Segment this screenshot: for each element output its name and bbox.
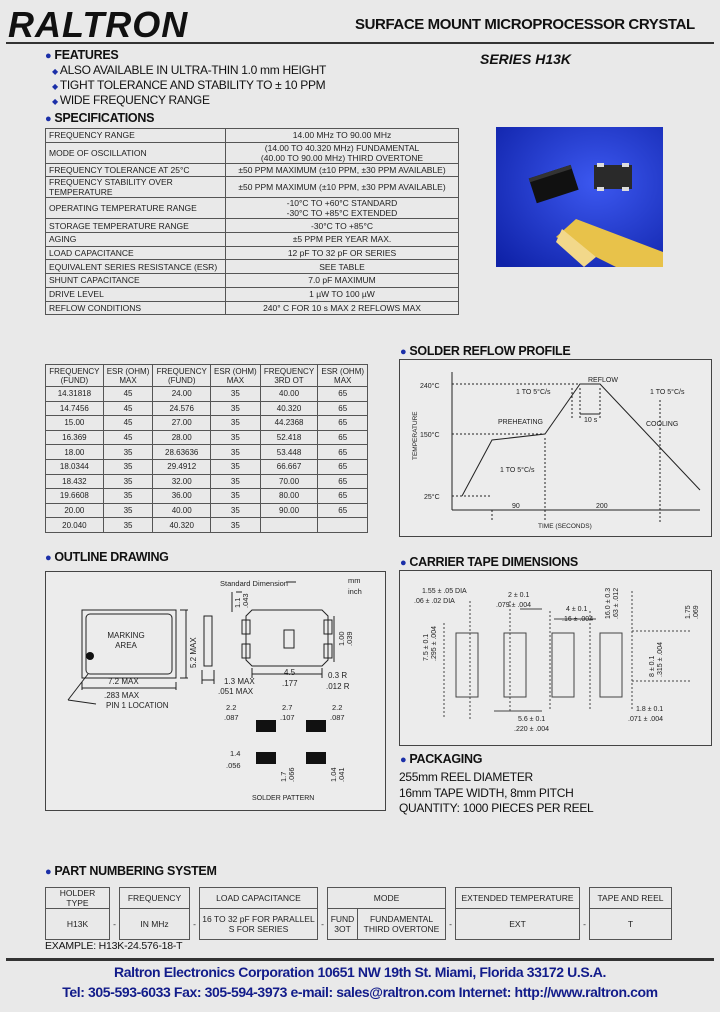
pn-value-load: 16 TO 32 pF FOR PARALLEL S FOR SERIES: [200, 909, 318, 940]
esr-cell: 18.432: [46, 474, 104, 489]
crystal-photo-illustration: [496, 127, 663, 267]
esr-row: [46, 518, 368, 533]
esr-row: [46, 445, 368, 460]
features-heading: ● FEATURES: [45, 48, 119, 62]
spec-value: 12 pF TO 32 pF OR SERIES: [226, 246, 459, 260]
temp-150-label: 150°C: [420, 432, 440, 439]
pn-dash: -: [193, 919, 196, 929]
bullet-icon: ●: [45, 552, 52, 564]
esr-header-row: [46, 365, 368, 387]
esr-cell: 14.31818: [46, 387, 104, 402]
esr-header-cell: ESR (OHM) MAX: [103, 365, 153, 387]
pocket-depth-inch: .071 ± .004: [628, 716, 663, 723]
esr-cell: 40.320: [153, 518, 211, 533]
spec-row: [46, 246, 459, 260]
packaging-line: 16mm TAPE WIDTH, 8mm PITCH: [399, 786, 574, 800]
standard-dimension-label: Standard Dimension: [220, 579, 288, 588]
pocket-width-mm: 5.6 ± 0.1: [518, 716, 546, 723]
part-number-example: EXAMPLE: H13K-24.576-18-T: [45, 940, 183, 952]
spec-value: -30°C TO +85°C: [226, 219, 459, 233]
solder-dim-27-mm: 2.7: [282, 703, 293, 712]
time-200-label: 200: [596, 503, 608, 510]
pocket-width-inch: .220 ± .004: [514, 726, 549, 733]
esr-cell: 29.4912: [153, 459, 211, 474]
pocket-length-mm: 8 ± 0.1: [649, 655, 656, 677]
esr-cell: 45: [103, 387, 153, 402]
cooling-label: COOLING: [646, 421, 679, 428]
diamond-bullet-icon: ◆: [52, 82, 58, 91]
pocket-pitch-inch: .16 ± .004: [562, 616, 594, 623]
esr-cell: 35: [103, 445, 153, 460]
y-axis-label: TEMPERATURE: [412, 411, 419, 460]
solder-dim-17-mm: 1.7: [279, 771, 288, 782]
sprocket-dia-mm: 1.55 ± .05 DIA: [422, 588, 467, 595]
pn-header-mode: MODE: [328, 888, 446, 909]
thickness-mm-label: 1.3 MAX: [224, 677, 255, 686]
rate-label-2: 1 TO 5°C/s: [650, 389, 685, 396]
esr-cell: 35: [103, 459, 153, 474]
pad-gap-mm-label: 1.00: [337, 631, 346, 646]
pad-height-inch-label: .043: [241, 593, 250, 608]
sprocket-dia-inch: .06 ± .02 DIA: [414, 598, 455, 605]
hole-pitch-mm: 2 ± 0.1: [508, 592, 530, 599]
product-photo: [496, 127, 663, 267]
solder-dim-27-inch: .107: [280, 713, 295, 722]
thickness-inch-label: .051 MAX: [218, 687, 254, 696]
spec-row: [46, 287, 459, 301]
pn-value-mode-code: FUND 3OT: [328, 909, 358, 940]
spec-row: [46, 301, 459, 315]
solder-pattern: [256, 720, 326, 764]
esr-cell: 35: [211, 518, 261, 533]
esr-cell: 65: [318, 445, 368, 460]
esr-header-cell: ESR (OHM) MAX: [211, 365, 261, 387]
time-90-label: 90: [512, 503, 520, 510]
footer-rule: [6, 958, 714, 961]
spec-value: ±50 PPM MAXIMUM (±10 PPM, ±30 PPM AVAILABLE): [226, 163, 459, 177]
esr-cell: [318, 518, 368, 533]
spec-param: EQUIVALENT SERIES RESISTANCE (ESR): [46, 260, 226, 274]
feature-item: ◆ ALSO AVAILABLE IN ULTRA-THIN 1.0 mm HEIGHT: [52, 63, 326, 77]
pn-header-holder: HOLDER TYPE: [46, 888, 110, 909]
radius-mm-label: 0.3 R: [328, 671, 348, 680]
esr-row: [46, 401, 368, 416]
preheating-label: PREHEATING: [498, 419, 543, 426]
esr-cell: 40.00: [260, 387, 318, 402]
packaging-heading: ● PACKAGING: [400, 752, 483, 766]
bullet-icon: ●: [45, 113, 52, 125]
x-axis-label: TIME (SECONDS): [538, 523, 592, 530]
spec-value: -10°C TO +60°C STANDARD -30°C TO +85°C EXTENDED: [226, 198, 459, 219]
pn-value-frequency: IN MHz: [120, 909, 190, 940]
spec-row: [46, 274, 459, 288]
esr-cell: 40.00: [153, 503, 211, 518]
pocket-depth-mm: 1.8 ± 0.1: [636, 706, 664, 713]
esr-cell: 19.6608: [46, 489, 104, 504]
diamond-bullet-icon: ◆: [52, 97, 58, 106]
spec-row: [46, 198, 459, 219]
esr-cell: 20.040: [46, 518, 104, 533]
esr-cell: 28.63636: [153, 445, 211, 460]
tape-width-mm: 16.0 ± 0.3: [605, 587, 612, 619]
outline-drawing-svg: [46, 572, 385, 810]
feature-item: ◆ TIGHT TOLERANCE AND STABILITY TO ± 10 PPM: [52, 78, 326, 92]
esr-row: [46, 474, 368, 489]
pn-value-tape: T: [590, 909, 672, 940]
spec-value: ±5 PPM PER YEAR MAX.: [226, 233, 459, 247]
spec-value: 1 µW TO 100 µW: [226, 287, 459, 301]
reflow-profile-diagram: [399, 359, 712, 537]
pn-value-holder: H13K: [46, 909, 110, 940]
esr-cell: 35: [211, 474, 261, 489]
esr-cell: 28.00: [153, 430, 211, 445]
solder-dim-14-inch: .056: [226, 761, 241, 770]
esr-cell: 80.00: [260, 489, 318, 504]
esr-cell: 24.00: [153, 387, 211, 402]
outline-drawing: [45, 571, 386, 811]
esr-header-cell: FREQUENCY 3RD OT: [260, 365, 318, 387]
solder-pattern-label: SOLDER PATTERN: [252, 795, 315, 802]
spec-param: OPERATING TEMPERATURE RANGE: [46, 198, 226, 219]
esr-cell: 65: [318, 489, 368, 504]
esr-cell: 20.00: [46, 503, 104, 518]
esr-cell: 15.00: [46, 416, 104, 431]
solder-dim-22b-mm: 2.2: [332, 703, 343, 712]
solder-dim-104-inch: .041: [337, 767, 346, 782]
rate-label-3: 1 TO 5°C/s: [500, 467, 535, 474]
esr-cell: 65: [318, 430, 368, 445]
outline-heading: ● OUTLINE DRAWING: [45, 550, 169, 564]
pn-header-load: LOAD CAPACITANCE: [200, 888, 318, 909]
esr-cell: 66.667: [260, 459, 318, 474]
radius-inch-label: .012 R: [326, 682, 350, 691]
pad-gap-inch-label: .039: [345, 631, 354, 646]
esr-cell: 53.448: [260, 445, 318, 460]
spec-row: [46, 233, 459, 247]
rate-label-1: 1 TO 5°C/s: [516, 389, 551, 396]
spec-param: AGING: [46, 233, 226, 247]
pad-span-inch-label: .177: [282, 679, 298, 688]
pocket-offset-inch: .295 ± .004: [431, 626, 438, 661]
spec-param: STORAGE TEMPERATURE RANGE: [46, 219, 226, 233]
pn-dash: -: [113, 919, 116, 929]
esr-cell: 90.00: [260, 503, 318, 518]
height-mm-label: 5.2 MAX: [189, 637, 198, 668]
esr-header-cell: ESR (OHM) MAX: [318, 365, 368, 387]
specifications-table: [45, 128, 459, 315]
bullet-icon: ●: [400, 346, 407, 358]
spec-value: 14.00 MHz TO 90.00 MHz: [226, 129, 459, 143]
spec-row: [46, 142, 459, 163]
footer-contact: Tel: 305-593-6033 Fax: 305-594-3973 e-mail: sales@raltron.com Internet: http://www.raltron.com: [62, 984, 658, 1000]
solder-dim-22a-mm: 2.2: [226, 703, 237, 712]
esr-cell: 65: [318, 401, 368, 416]
esr-cell: 35: [211, 387, 261, 402]
hold-time-label: 10 s: [584, 417, 598, 424]
carrier-tape-svg: [400, 571, 711, 745]
spec-row: [46, 177, 459, 198]
packaging-line: 255mm REEL DIAMETER: [399, 770, 533, 784]
carrier-tape-diagram: [399, 570, 712, 746]
pn-header-tape: TAPE AND REEL: [590, 888, 672, 909]
esr-cell: 18.0344: [46, 459, 104, 474]
spec-param: LOAD CAPACITANCE: [46, 246, 226, 260]
esr-cell: 52.418: [260, 430, 318, 445]
reflow-profile-svg: [400, 360, 711, 536]
spec-param: SHUNT CAPACITANCE: [46, 274, 226, 288]
esr-cell: 45: [103, 416, 153, 431]
esr-cell: 35: [103, 489, 153, 504]
esr-cell: 35: [211, 445, 261, 460]
tape-width-inch: .63 ± .012: [613, 587, 620, 619]
pn-value-ext: EXT: [456, 909, 580, 940]
pn-dash: -: [321, 919, 324, 929]
part-numbering-table: [45, 887, 672, 940]
specifications-heading: ● SPECIFICATIONS: [45, 111, 155, 125]
esr-cell: 35: [211, 459, 261, 474]
esr-header-cell: FREQUENCY (FUND): [46, 365, 104, 387]
pad-span-mm-label: 4.5: [284, 668, 296, 677]
esr-table: [45, 364, 368, 533]
hole-pitch-inch: .079 ± .004: [496, 602, 531, 609]
esr-cell: 27.00: [153, 416, 211, 431]
pn-value-mode-desc: FUNDAMENTAL THIRD OVERTONE: [358, 909, 446, 940]
header-rule: [6, 42, 714, 44]
solder-dim-22b-inch: .087: [330, 713, 345, 722]
esr-cell: 36.00: [153, 489, 211, 504]
width-inch-label: .283 MAX: [104, 691, 140, 700]
pad-height-mm-label: 1.1: [233, 597, 242, 608]
bullet-icon: ●: [45, 50, 52, 62]
unit-inch-label: inch: [348, 587, 362, 596]
pin1-marker-icon: [86, 652, 94, 660]
pn-dash: -: [449, 919, 452, 929]
esr-cell: 65: [318, 459, 368, 474]
esr-cell: 65: [318, 474, 368, 489]
esr-cell: 35: [211, 416, 261, 431]
width-mm-label: 7.2 MAX: [108, 677, 139, 686]
document-title: SURFACE MOUNT MICROPROCESSOR CRYSTAL: [355, 16, 695, 33]
spec-row: [46, 129, 459, 143]
pn-header-frequency: FREQUENCY: [120, 888, 190, 909]
pocket-offset-mm: 7.5 ± 0.1: [423, 633, 430, 661]
esr-cell: 24.576: [153, 401, 211, 416]
esr-cell: 45: [103, 401, 153, 416]
series-label: SERIES H13K: [480, 51, 572, 67]
esr-cell: 35: [103, 474, 153, 489]
esr-cell: 65: [318, 416, 368, 431]
spec-row: [46, 260, 459, 274]
esr-header-cell: FREQUENCY (FUND): [153, 365, 211, 387]
marking-area-line2: AREA: [115, 641, 137, 650]
spec-value: ±50 PPM MAXIMUM (±10 PPM, ±30 PPM AVAILABLE): [226, 177, 459, 198]
solder-dim-22a-inch: .087: [224, 713, 239, 722]
esr-cell: 65: [318, 387, 368, 402]
carrier-heading: ● CARRIER TAPE DIMENSIONS: [400, 555, 578, 569]
logo-text: RALTRON: [8, 6, 189, 42]
solder-dim-17-inch: .066: [287, 767, 296, 782]
esr-row: [46, 459, 368, 474]
esr-cell: 16.369: [46, 430, 104, 445]
spec-row: [46, 163, 459, 177]
esr-cell: 40.320: [260, 401, 318, 416]
esr-cell: 44.2368: [260, 416, 318, 431]
temp-240-label: 240°C: [420, 383, 440, 390]
bullet-icon: ●: [400, 557, 407, 569]
esr-row: [46, 489, 368, 504]
temp-25-label: 25°C: [424, 494, 440, 501]
spec-value: 7.0 pF MAXIMUM: [226, 274, 459, 288]
spec-row: [46, 219, 459, 233]
spec-value: SEE TABLE: [226, 260, 459, 274]
esr-row: [46, 387, 368, 402]
esr-row: [46, 430, 368, 445]
spec-param: FREQUENCY RANGE: [46, 129, 226, 143]
esr-cell: 18.00: [46, 445, 104, 460]
esr-cell: 35: [211, 489, 261, 504]
edge-offset-mm: 1.75: [685, 605, 692, 619]
esr-row: [46, 503, 368, 518]
spec-value: 240° C FOR 10 s MAX 2 REFLOWS MAX: [226, 301, 459, 315]
reflow-heading: ● SOLDER REFLOW PROFILE: [400, 344, 571, 358]
spec-param: FREQUENCY TOLERANCE AT 25°C: [46, 163, 226, 177]
pn-dash: -: [583, 919, 586, 929]
pocket-length-inch: .315 ± .004: [657, 642, 664, 677]
esr-row: [46, 416, 368, 431]
esr-cell: 45: [103, 430, 153, 445]
diamond-bullet-icon: ◆: [52, 67, 58, 76]
solder-dim-14-mm: 1.4: [230, 749, 241, 758]
unit-mm-label: mm: [348, 576, 361, 585]
bullet-icon: ●: [400, 754, 407, 766]
solder-dim-104-mm: 1.04: [329, 767, 338, 782]
reflow-label: REFLOW: [588, 377, 618, 384]
spec-value: (14.00 TO 40.320 MHz) FUNDAMENTAL (40.00 TO 90.00 MHz) THIRD OVERTONE: [226, 142, 459, 163]
packaging-line: QUANTITY: 1000 PIECES PER REEL: [399, 801, 594, 815]
spec-param: FREQUENCY STABILITY OVER TEMPERATURE: [46, 177, 226, 198]
esr-cell: 65: [318, 503, 368, 518]
raltron-logo: [6, 6, 216, 42]
footer-address: Raltron Electronics Corporation 10651 NW 19th St. Miami, Florida 33172 U.S.A.: [114, 964, 606, 980]
esr-cell: 35: [103, 518, 153, 533]
marking-area-line1: MARKING: [107, 631, 145, 640]
esr-cell: 35: [211, 430, 261, 445]
esr-cell: 70.00: [260, 474, 318, 489]
esr-cell: 35: [103, 503, 153, 518]
pin1-label: PIN 1 LOCATION: [106, 701, 169, 710]
spec-param: DRIVE LEVEL: [46, 287, 226, 301]
esr-cell: 35: [211, 401, 261, 416]
esr-cell: 14.7456: [46, 401, 104, 416]
pocket-pitch-mm: 4 ± 0.1: [566, 606, 588, 613]
feature-item: ◆ WIDE FREQUENCY RANGE: [52, 93, 210, 107]
spec-param: MODE OF OSCILLATION: [46, 142, 226, 163]
esr-cell: 32.00: [153, 474, 211, 489]
esr-cell: 35: [211, 503, 261, 518]
pn-header-ext: EXTENDED TEMPERATURE: [456, 888, 580, 909]
edge-offset-inch: .069: [693, 605, 700, 619]
spec-param: REFLOW CONDITIONS: [46, 301, 226, 315]
esr-cell: [260, 518, 318, 533]
bullet-icon: ●: [45, 866, 52, 878]
part-numbering-heading: ● PART NUMBERING SYSTEM: [45, 864, 217, 878]
